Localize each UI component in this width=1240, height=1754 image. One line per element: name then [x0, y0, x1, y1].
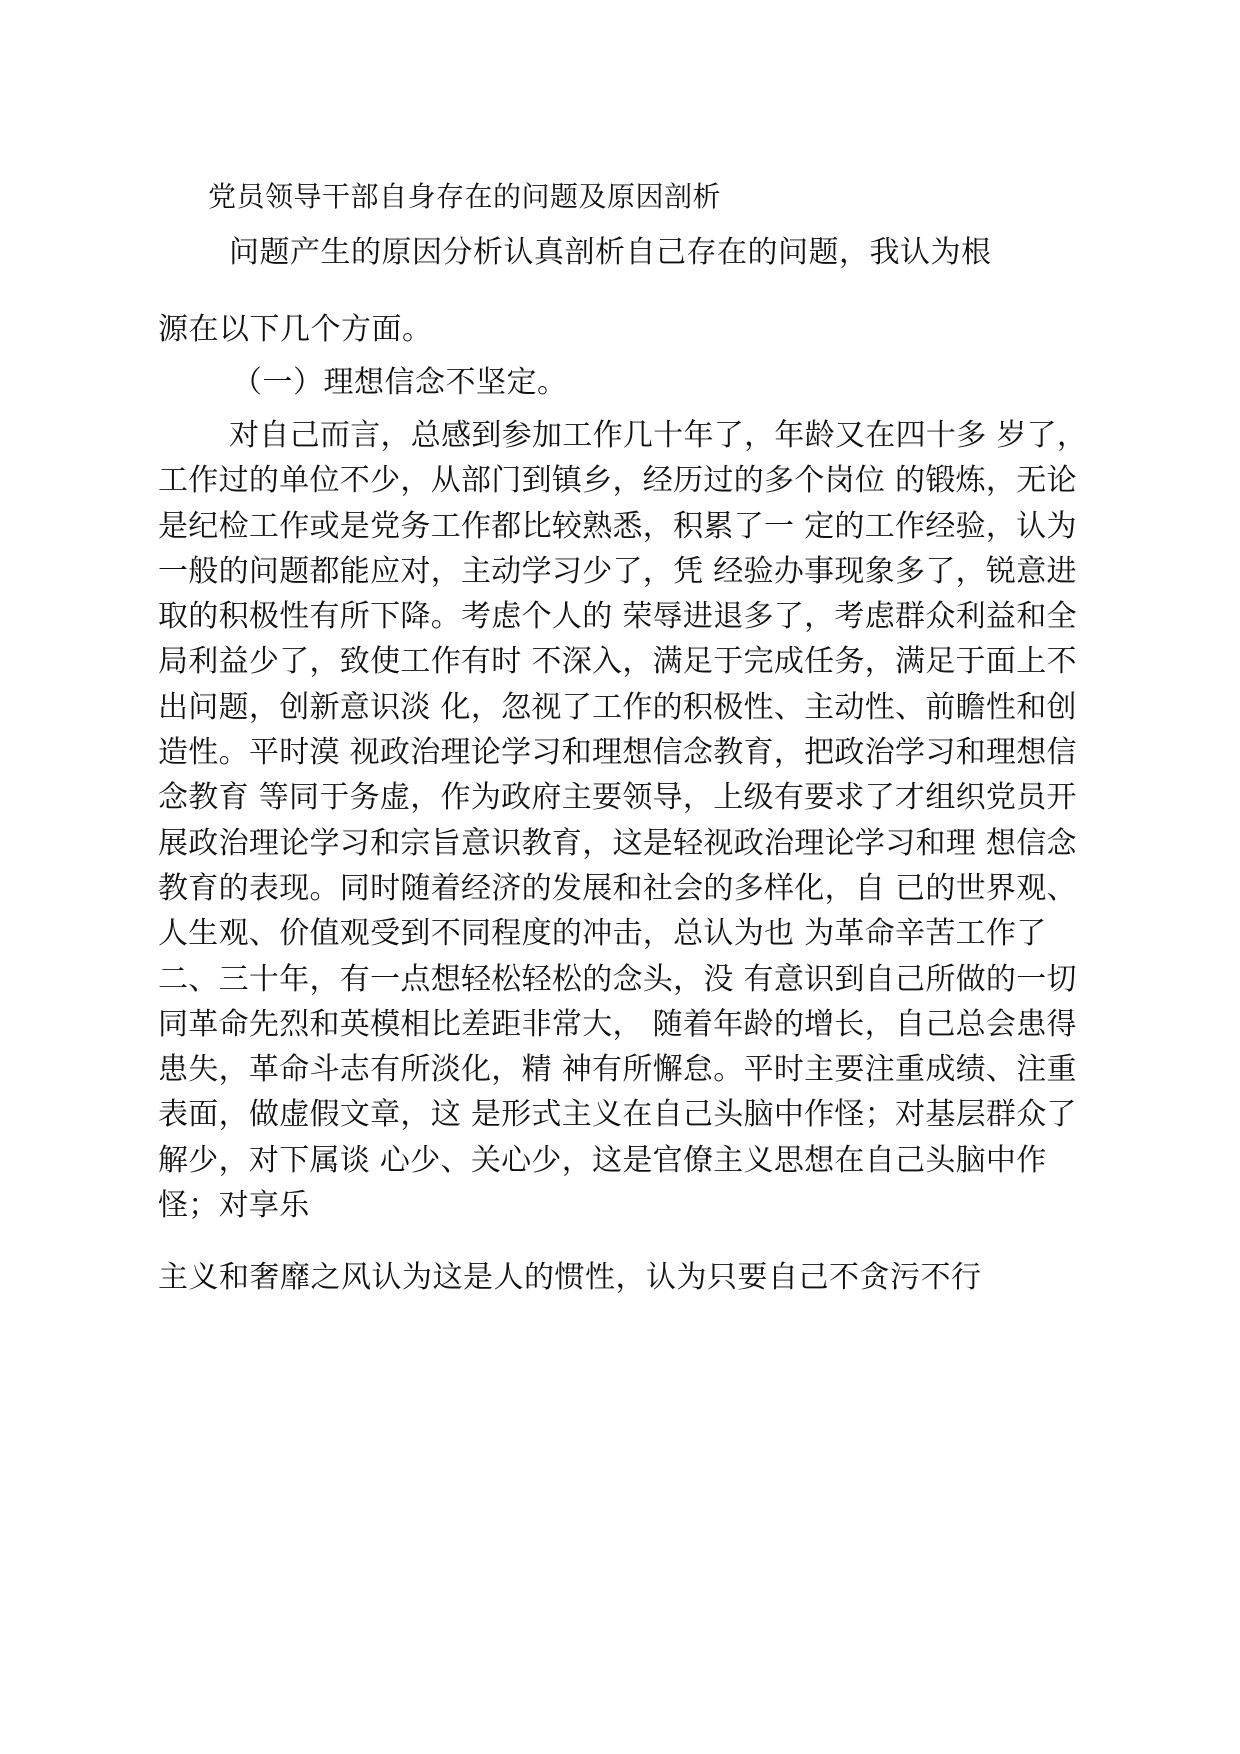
- body-line: 二、三十年，有一点想轻松轻松的念头，没 有意识到自己所做的一切: [158, 961, 1077, 997]
- intro-line-2: 源在以下几个方面。: [158, 312, 433, 347]
- body-line: 造性。平时漠 视政治理论学习和理想信念教育，把政治学习和理想信: [158, 735, 1077, 771]
- body-line: 展政治理论学习和宗旨意识教育，这是轻视政治理论学习和理 想信念: [158, 825, 1077, 861]
- body-line: 患失，革命斗志有所淡化，精 神有所懈怠。平时主要注重成绩、注重: [158, 1052, 1077, 1088]
- document-title: 党员领导干部自身存在的问题及原因剖析: [208, 180, 722, 213]
- body-line: 对自己而言，总感到参加工作几十年了，年龄又在四十多 岁了，: [229, 418, 1088, 453]
- body-paragraph: [158, 413, 1088, 1228]
- intro-line-1: 问题产生的原因分析认真剖析自己存在的问题，我认为根: [229, 235, 992, 270]
- body-line: 工作过的单位不少，从部门到镇乡，经历过的多个岗位 的锻炼，无论: [158, 463, 1077, 499]
- body-line: 同革命先烈和英模相比差距非常大， 随着年龄的增长，自己总会患得: [158, 1006, 1077, 1042]
- body-line: 解少，对下属谈 心少、关心少，这是官僚主义思想在自己头脑中作: [158, 1142, 1047, 1178]
- body-line: 怪；对享乐: [158, 1188, 310, 1224]
- body-line: 取的积极性有所下降。考虑个人的 荣辱进退多了，考虑群众利益和全: [158, 599, 1077, 635]
- body-line: 是纪检工作或是党务工作都比较熟悉，积累了一 定的工作经验，认为: [158, 508, 1077, 544]
- body-line: 教育的表现。同时随着经济的发展和社会的多样化，自 已的世界观、: [158, 870, 1077, 906]
- body-line: 念教育 等同于务虚，作为政府主要领导，上级有要求了才组织党员开: [158, 780, 1077, 816]
- body-line: 人生观、价值观受到不同程度的冲击，总认为也 为革命辛苦工作了: [158, 916, 1047, 952]
- section-heading: （一）理想信念不坚定。: [232, 365, 568, 400]
- body-line: 局利益少了，致使工作有时 不深入，满足于完成任务，满足于面上不: [158, 644, 1077, 680]
- body-line: 一般的问题都能应对，主动学习少了，凭 经验办事现象多了，锐意进: [158, 553, 1077, 589]
- body-line: 出问题，创新意识淡 化，忽视了工作的积极性、主动性、前瞻性和创: [158, 689, 1077, 725]
- body-line: 表面，做虚假文章，这 是形式主义在自己头脑中作怪；对基层群众了: [158, 1097, 1077, 1133]
- closing-line: 主义和奢靡之风认为这是人的惯性，认为只要自己不贪污不行: [158, 1260, 982, 1295]
